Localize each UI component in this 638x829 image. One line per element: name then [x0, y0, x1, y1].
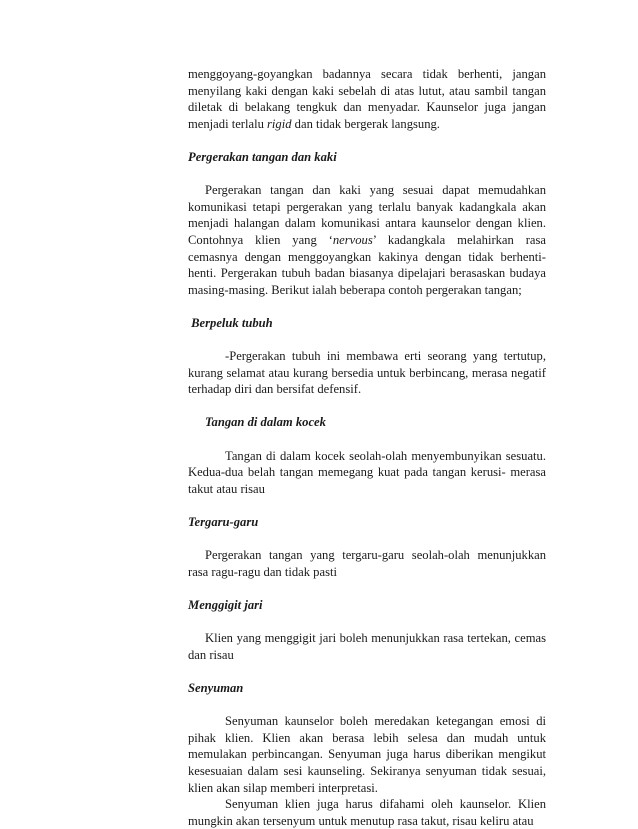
paragraph-senyuman-kaunselor: Senyuman kaunselor boleh meredakan ketegangan emosi di pihak klien. Klien akan berasa lebih selesa dan mudah untuk memulakan perbincangan. Senyuman juga harus diberikan mengikut kesesuaian dalam sesi kaunseling. Sekiranya senyuman tidak sesuai, klien akan silap memberi interpretasi.: [188, 714, 546, 795]
paragraph-pergerakan: [188, 182, 546, 298]
pergerakan-text-end: ’ kadangkala melahirkan rasa cemasnya dengan menggoyangkan kakinya dengan tidak berhenti-henti. Pergerakan tubuh badan biasanya dipelajari berasaskan budaya masing-masing. Berikut ialah beberapa contoh pergerakan tangan;: [188, 232, 547, 297]
heading-berpeluk-tubuh: Berpeluk tubuh: [188, 315, 273, 330]
paragraph-berpeluk-tubuh: -Pergerakan tubuh ini membawa erti seorang yang tertutup, kurang selamat atau kurang bersedia untuk berbincang, merasa negatif terhadap diri dan bersifat defensif.: [188, 349, 546, 397]
pergerakan-text: Pergerakan tangan dan kaki yang sesuai dapat memudahkan komunikasi tetapi pergerakan yang terlalu banyak kadangkala akan menjadi halangan dalam komunikasi antara kaunselor dengan klien. Contohnya klien yang ‘: [188, 183, 546, 247]
heading-tangan-kocek: Tangan di dalam kocek: [205, 415, 326, 430]
pergerakan-nervous-term: nervous: [332, 232, 373, 247]
intro-text: menggoyang-goyangkan badannya secara tidak berhenti, jangan menyilang kaki dengan kaki sebelah di atas lutut, atau sambil tangan diletak di belakang tengkuk dan menyadar. Kaunselor juga jangan menjadi terlalu: [188, 67, 546, 131]
heading-senyuman: Senyuman: [188, 680, 244, 695]
paragraph-menggigit-jari: Klien yang menggigit jari boleh menunjukkan rasa tertekan, cemas dan risau: [188, 631, 546, 662]
document-page: [188, 66, 546, 829]
heading-pergerakan-tangan-kaki: Pergerakan tangan dan kaki: [188, 149, 337, 164]
paragraph-tergaru-garu: Pergerakan tangan yang tergaru-garu seolah-olah menunjukkan rasa ragu-ragu dan tidak pasti: [188, 548, 546, 579]
intro-paragraph: [188, 66, 546, 132]
paragraph-tangan-kocek: Tangan di dalam kocek seolah-olah menyembunyikan sesuatu. Kedua-dua belah tangan memegang kuat pada tangan kerusi- merasa takut atau risau: [188, 448, 546, 496]
intro-text-end: dan tidak bergerak langsung.: [291, 116, 440, 131]
paragraph-senyuman-klien: Senyuman klien juga harus difahami oleh kaunselor. Klien mungkin akan tersenyum untuk menutup rasa takut, risau keliru atau: [188, 797, 546, 828]
intro-rigid-term: rigid: [267, 116, 292, 131]
heading-tergaru-garu: Tergaru-garu: [188, 515, 259, 530]
heading-menggigit-jari: Menggigit jari: [188, 598, 263, 612]
